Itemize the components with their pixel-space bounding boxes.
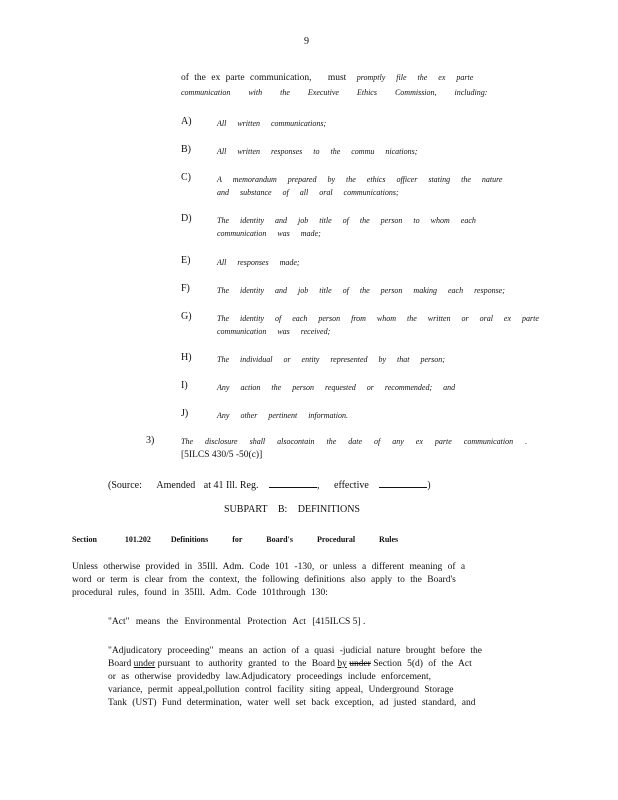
act-definition [108, 616, 365, 628]
item-text-line: All written responses to the commu nications; [217, 147, 418, 156]
adj-under-inserted: under [133, 659, 156, 669]
source-open: (Source: [108, 480, 142, 491]
item-label: J) [181, 408, 189, 419]
item-text-line: All written communications; [217, 119, 327, 128]
paragraph-1-line-1: Unless otherwise provided in 35Ill. Adm. Code 101 -130, or unless a different meaning of a [72, 562, 466, 572]
source-date-blank [379, 478, 427, 488]
paragraph-1-line-3: procedural rules, found in 35Ill. Adm. Code 101through 130: [72, 588, 328, 598]
item-text-line: and substance of all oral communications; [217, 188, 399, 197]
item-text-line: The identity and job title of the person to whom each [217, 216, 476, 225]
item-label: I) [181, 380, 188, 391]
item-label: F) [181, 283, 190, 294]
adj-def-line-1: "Adjudicatory proceeding" means an action of a quasi -judicial nature brought before the [108, 646, 483, 656]
item-text-line: communication was made; [217, 229, 321, 238]
act-term: "Act" means the Environmental Protection Act [108, 617, 306, 627]
item-3-line-2: [5ILCS 430/5 -50(c)] [181, 450, 263, 460]
adj-under-deleted: under [349, 659, 371, 669]
intro-line-2: communication with the Executive Ethics Commission, including: [181, 88, 488, 97]
item-3-label: 3) [146, 435, 155, 446]
item-text-line: The individual or entity represented by that person; [217, 355, 445, 364]
item-label: B) [181, 144, 191, 155]
source-effective: effective [334, 480, 369, 491]
adj-pursuant: pursuant to authority granted to the Board [157, 659, 335, 669]
adj-def-line-5: Tank (UST) Fund determination, water well set back exception, ad justed standard, and [108, 698, 476, 708]
item-label: D) [181, 213, 192, 224]
page-number: 9 [304, 36, 309, 47]
section-title: Definitions for Board's Procedural Rules [170, 535, 399, 544]
adj-board: Board [108, 659, 132, 669]
item-text-line: A memorandum prepared by the ethics officer stating the nature [217, 175, 503, 184]
item-label: H) [181, 352, 192, 363]
source-comma: , [317, 480, 320, 491]
adj-def-line-4: variance, permit appeal,pollution control facility siting appeal, Underground Storage [108, 685, 454, 695]
paragraph-1-line-2: word or term is clear from the context, the following definitions also apply to the Board's [72, 575, 456, 585]
adj-section: Section 5(d) of the Act [373, 659, 472, 669]
adj-def-line-2 [108, 658, 472, 670]
item-text-line: The identity and job title of the person making each response; [217, 286, 505, 295]
item-text-line: The identity of each person from whom the written or oral ex parte [217, 314, 539, 323]
adj-by-inserted: by [337, 659, 347, 669]
item-label: A) [181, 116, 192, 127]
intro-text-b: must [327, 73, 347, 83]
section-label: Section [72, 535, 97, 544]
intro-line-1 [181, 72, 476, 84]
item-label: E) [181, 255, 191, 266]
source-note [108, 478, 431, 492]
source-at: at 41 Ill. Reg. [203, 480, 259, 491]
intro-text-a: of the ex parte communication, [181, 73, 312, 83]
subpart-heading: SUBPART B: DEFINITIONS [224, 504, 360, 515]
section-number: 101.202 [124, 535, 151, 544]
source-reg-blank [269, 478, 317, 488]
intro-text-c: promptly file the ex parte [356, 73, 474, 82]
act-cite: [415ILCS 5] . [312, 617, 366, 627]
item-3-line-1: The disclosure shall alsocontain the date of any ex parte communication . [181, 437, 528, 446]
item-text-line: communication was received; [217, 327, 331, 336]
item-label: G) [181, 311, 192, 322]
source-close: ) [427, 480, 431, 491]
item-text-line: Any action the person requested or recommended; and [217, 383, 456, 392]
source-amended: Amended [156, 480, 196, 491]
item-text-line: All responses made; [217, 258, 300, 267]
item-text-line: Any other pertinent information. [217, 411, 348, 420]
section-heading [72, 534, 398, 546]
adj-def-line-3: or as otherwise providedby law.Adjudicatory proceedings include enforcement, [108, 672, 431, 682]
item-label: C) [181, 172, 191, 183]
